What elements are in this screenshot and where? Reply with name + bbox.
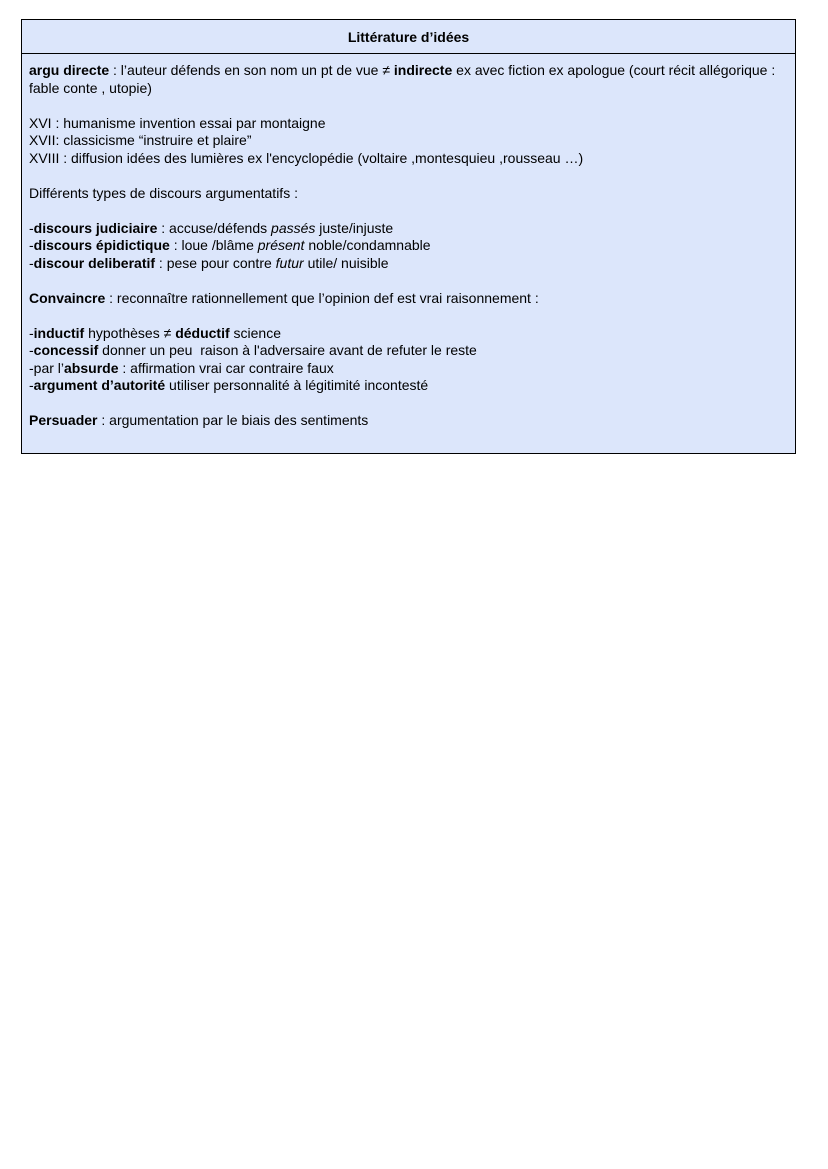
- persuader-paragraph: Persuader : argumentation par le biais des sentiments: [29, 412, 369, 428]
- card-body: [22, 54, 795, 430]
- types-heading: Différents types de discours argumentatifs :: [29, 184, 298, 201]
- raisonnement-inductif: -inductif hypothèses ≠ déductif science: [29, 324, 281, 341]
- discours-epidictique: -discours épidictique : loue /blâme présent noble/condamnable: [29, 237, 431, 253]
- century-xvii: XVII: classicisme “instruire et plaire”: [29, 132, 252, 148]
- term-argu-directe: argu directe: [29, 62, 110, 78]
- notes-card: [21, 19, 796, 454]
- intro-paragraph: argu directe : l’auteur défends en son nom un pt de vue ≠ indirecte ex avec fiction ex apologue (court récit allégorique : fable conte , utopie): [29, 62, 780, 96]
- convaincre-paragraph: Convaincre : reconnaître rationnellement que l’opinion def est vrai raisonnement :: [29, 289, 539, 306]
- century-xviii: XVIII : diffusion idées des lumières ex l'encyclopédie (voltaire ,montesquieu ,rousseau …): [29, 149, 584, 166]
- raisonnement-concessif: -concessif donner un peu raison à l'adversaire avant de refuter le reste: [29, 342, 477, 358]
- term-indirecte: indirecte: [393, 62, 453, 78]
- raisonnement-absurde: -par l’absurde : affirmation vrai car contraire faux: [29, 359, 334, 376]
- discours-judiciaire: -discours judiciaire : accuse/défends passés juste/injuste: [29, 219, 394, 236]
- century-xvi: XVI : humanisme invention essai par montaigne: [29, 114, 326, 131]
- raisonnement-autorite: -argument d’autorité utiliser personnalité à légitimité incontesté: [29, 377, 429, 393]
- discours-deliberatif: -discour deliberatif : pese pour contre futur utile/ nuisible: [29, 254, 389, 271]
- card-title: Littérature d’idées: [22, 20, 795, 54]
